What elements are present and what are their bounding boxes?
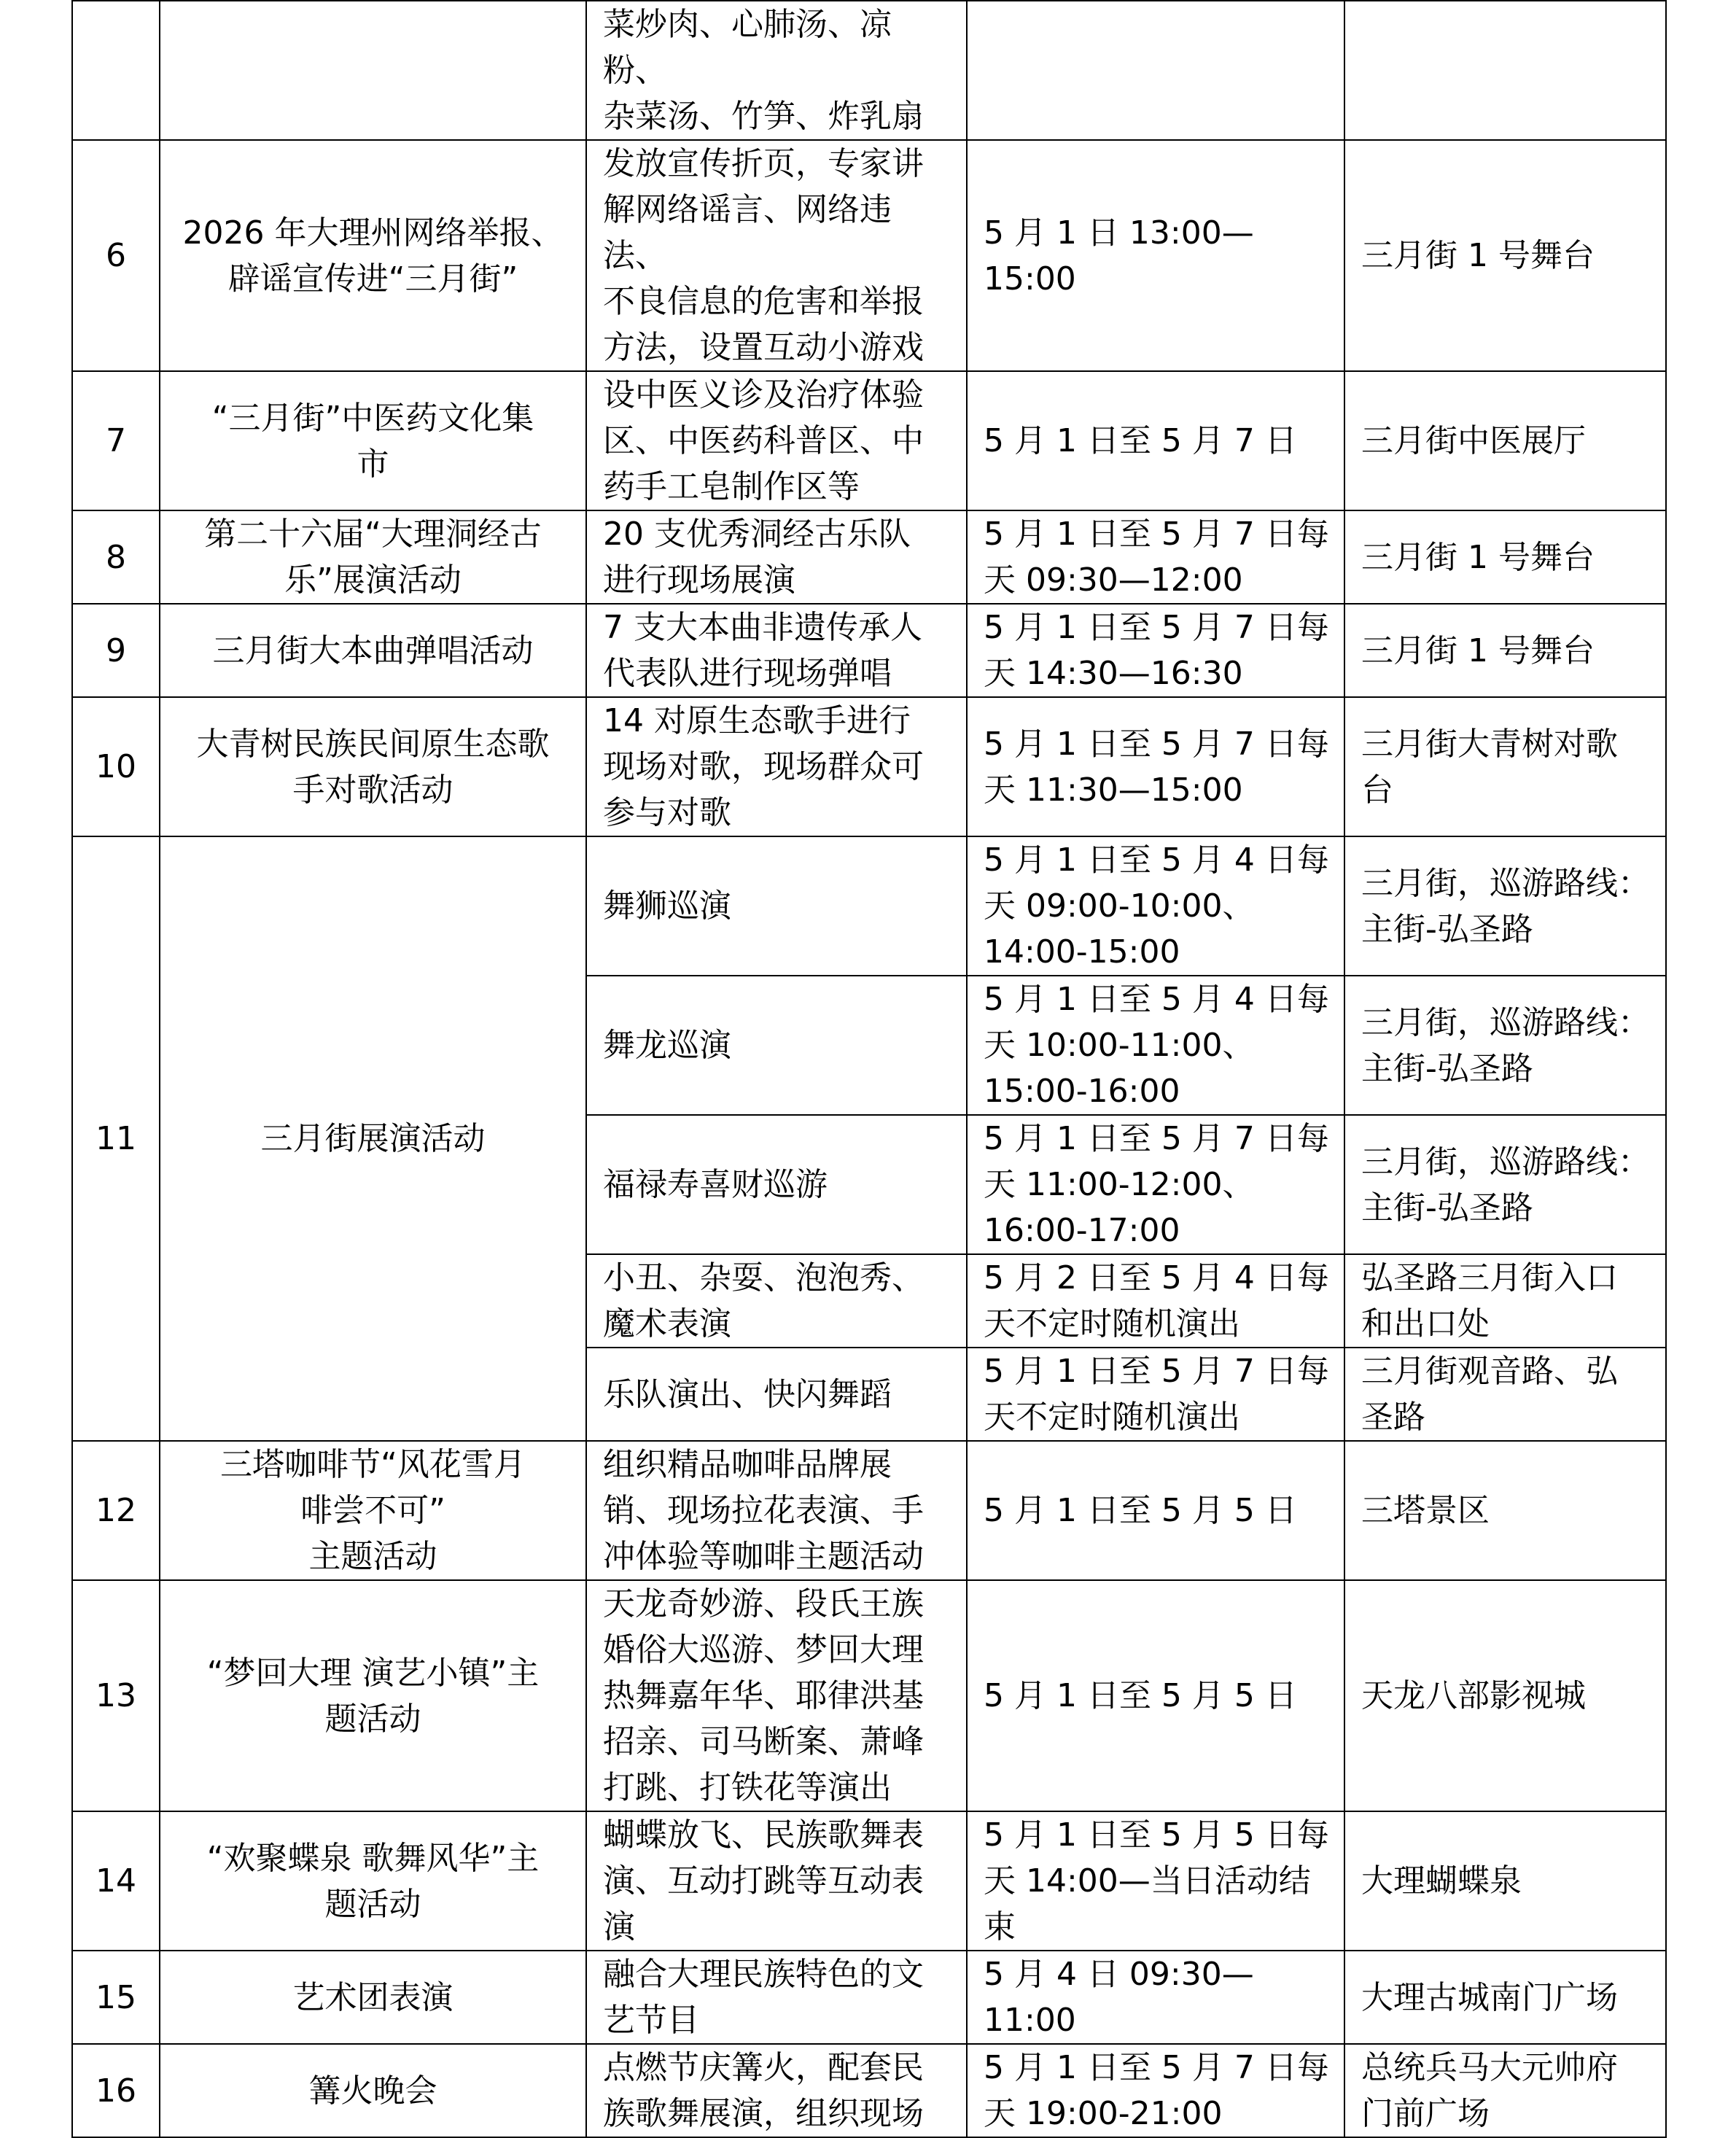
activity-place: 弘圣路三月街入口 和出口处 [1344, 1254, 1666, 1348]
row-number: 6 [72, 140, 160, 371]
activity-time: 5 月 1 日至 5 月 4 日每 天 10:00-11:00、 15:00-16:00 [967, 976, 1344, 1115]
activity-place: 三月街 1 号舞台 [1344, 510, 1666, 604]
activity-name: 篝火晚会 [160, 2044, 586, 2137]
activity-place: 三月街大青树对歌 台 [1344, 697, 1666, 836]
activity-content: 蝴蝶放飞、民族歌舞表 演、互动打跳等互动表 演 [586, 1811, 967, 1951]
activity-content: 舞龙巡演 [586, 976, 967, 1115]
activity-time: 5 月 1 日至 5 月 5 日每 天 14:00—当日活动结 束 [967, 1811, 1344, 1951]
activity-time: 5 月 2 日至 5 月 4 日每 天不定时随机演出 [967, 1254, 1344, 1348]
activity-time: 5 月 1 日至 5 月 7 日每 天 11:00-12:00、 16:00-17:00 [967, 1115, 1344, 1254]
activity-content: 7 支大本曲非遗传承人 代表队进行现场弹唱 [586, 604, 967, 697]
activity-content: 天龙奇妙游、段氏王族 婚俗大巡游、梦回大理 热舞嘉年华、耶律洪基 招亲、司马断案、萧峰 打跳、打铁花等演出 [586, 1580, 967, 1811]
activity-content: 14 对原生态歌手进行 现场对歌，现场群众可 参与对歌 [586, 697, 967, 836]
activity-place: 大理蝴蝶泉 [1344, 1811, 1666, 1951]
activity-name: 2026 年大理州网络举报、 辟谣宣传进“三月街” [160, 140, 586, 371]
table-row [72, 1811, 1666, 1951]
activity-name: 三月街大本曲弹唱活动 [160, 604, 586, 697]
row-number: 16 [72, 2044, 160, 2137]
table-row [72, 1951, 1666, 2044]
activity-content: 舞狮巡演 [586, 836, 967, 976]
activity-time: 5 月 1 日至 5 月 4 日每 天 09:00-10:00、 14:00-15:00 [967, 836, 1344, 976]
table-row [72, 1580, 1666, 1811]
activity-place: 三月街，巡游路线： 主街-弘圣路 [1344, 836, 1666, 976]
activity-place: 三月街，巡游路线： 主街-弘圣路 [1344, 1115, 1666, 1254]
table-row [72, 604, 1666, 697]
activity-time: 5 月 1 日至 5 月 7 日每 天 19:00-21:00 [967, 2044, 1344, 2137]
activity-content: 融合大理民族特色的文 艺节目 [586, 1951, 967, 2044]
activity-content: 小丑、杂耍、泡泡秀、 魔术表演 [586, 1254, 967, 1348]
activity-place [1344, 1, 1666, 140]
row-number: 11 [72, 836, 160, 1441]
row-number: 13 [72, 1580, 160, 1811]
activity-name: 三月街展演活动 [160, 836, 586, 1441]
activity-name: 大青树民族民间原生态歌 手对歌活动 [160, 697, 586, 836]
schedule-table [71, 0, 1667, 2138]
activity-name: 三塔咖啡节“风花雪月 啡尝不可” 主题活动 [160, 1441, 586, 1580]
activity-content: 菜炒肉、心肺汤、凉粉、 杂菜汤、竹笋、炸乳扇 [586, 1, 967, 140]
activity-place: 三月街 1 号舞台 [1344, 140, 1666, 371]
activity-time [967, 1, 1344, 140]
activity-time: 5 月 1 日至 5 月 5 日 [967, 1441, 1344, 1580]
row-number: 12 [72, 1441, 160, 1580]
activity-place: 总统兵马大元帅府 门前广场 [1344, 2044, 1666, 2137]
activity-time: 5 月 4 日 09:30—11:00 [967, 1951, 1344, 2044]
activity-place: 三月街观音路、弘 圣路 [1344, 1348, 1666, 1441]
table-row [72, 1441, 1666, 1580]
activity-time: 5 月 1 日至 5 月 7 日每 天 09:30—12:00 [967, 510, 1344, 604]
activity-time: 5 月 1 日至 5 月 7 日 [967, 371, 1344, 510]
activity-place: 三塔景区 [1344, 1441, 1666, 1580]
activity-content: 点燃节庆篝火，配套民 族歌舞展演，组织现场 [586, 2044, 967, 2137]
activity-time: 5 月 1 日至 5 月 5 日 [967, 1580, 1344, 1811]
table-row [72, 1, 1666, 140]
activity-time: 5 月 1 日 13:00—15:00 [967, 140, 1344, 371]
activity-content: 设中医义诊及治疗体验 区、中医药科普区、中 药手工皂制作区等 [586, 371, 967, 510]
activity-name [160, 1, 586, 140]
activity-content: 乐队演出、快闪舞蹈 [586, 1348, 967, 1441]
activity-name: “梦回大理 演艺小镇”主 题活动 [160, 1580, 586, 1811]
row-number [72, 1, 160, 140]
activity-time: 5 月 1 日至 5 月 7 日每 天不定时随机演出 [967, 1348, 1344, 1441]
row-number: 15 [72, 1951, 160, 2044]
activity-name: “欢聚蝶泉 歌舞风华”主 题活动 [160, 1811, 586, 1951]
activity-content: 发放宣传折页，专家讲 解网络谣言、网络违法、 不良信息的危害和举报 方法，设置互动小游戏 [586, 140, 967, 371]
table-row [72, 836, 1666, 976]
activity-content: 福禄寿喜财巡游 [586, 1115, 967, 1254]
row-number: 7 [72, 371, 160, 510]
table-row [72, 371, 1666, 510]
activity-time: 5 月 1 日至 5 月 7 日每 天 11:30—15:00 [967, 697, 1344, 836]
table-row [72, 140, 1666, 371]
row-number: 8 [72, 510, 160, 604]
activity-place: 三月街，巡游路线： 主街-弘圣路 [1344, 976, 1666, 1115]
activity-place: 三月街 1 号舞台 [1344, 604, 1666, 697]
activity-content: 20 支优秀洞经古乐队 进行现场展演 [586, 510, 967, 604]
row-number: 10 [72, 697, 160, 836]
activity-content: 组织精品咖啡品牌展 销、现场拉花表演、手 冲体验等咖啡主题活动 [586, 1441, 967, 1580]
table-row [72, 510, 1666, 604]
table-row [72, 2044, 1666, 2137]
activity-name: 艺术团表演 [160, 1951, 586, 2044]
activity-place: 三月街中医展厅 [1344, 371, 1666, 510]
table-row [72, 697, 1666, 836]
row-number: 9 [72, 604, 160, 697]
activity-name: 第二十六届“大理洞经古 乐”展演活动 [160, 510, 586, 604]
activity-place: 大理古城南门广场 [1344, 1951, 1666, 2044]
activity-place: 天龙八部影视城 [1344, 1580, 1666, 1811]
activity-time: 5 月 1 日至 5 月 7 日每 天 14:30—16:30 [967, 604, 1344, 697]
row-number: 14 [72, 1811, 160, 1951]
activity-name: “三月街”中医药文化集 市 [160, 371, 586, 510]
